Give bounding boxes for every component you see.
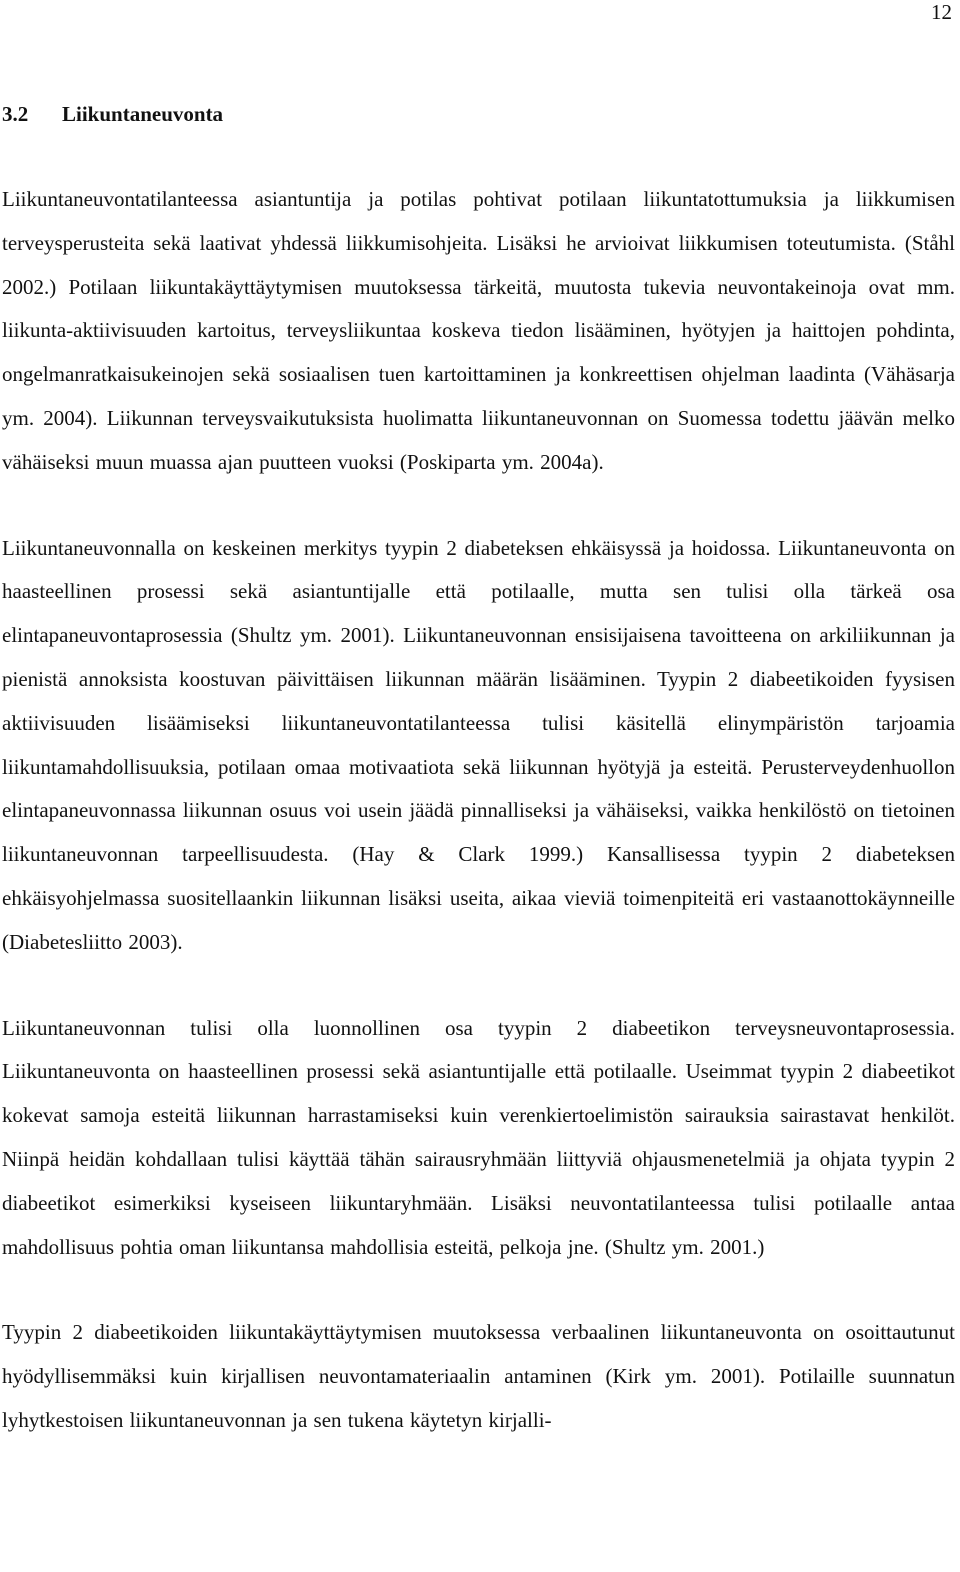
section-number: 3.2 xyxy=(2,102,29,126)
paragraph-2: Liikuntaneuvonnalla on keskeinen merkitys tyypin 2 diabeteksen ehkäisyssä ja hoidossa. Liikuntaneuvonta on haasteellinen prosessi sekä asiantuntijalle että potilaalle, mutta sen tulisi olla tärkeä osa elintapaneuvontaprosessia (Shultz ym. 2001). Liikuntaneuvonnan ensisijaisena tavoitteena on arkiliikunnan ja pienistä annoksista koostuvan päivittäisen liikunnan määrän lisääminen. Tyypin 2 diabeetikoiden fyysisen aktiivisuuden lisäämiseksi liikuntaneuvontatilanteessa tulisi käsitellä elinympäristön tarjoamia liikuntamahdollisuuksia, potilaan omaa motivaatiota sekä liikunnan hyötyjä ja esteitä. Perusterveydenhuollon elintapaneuvonnassa liikunnan osuus voi usein jäädä pinnalliseksi ja vähäiseksi, vaikka henkilöstö on tietoinen liikuntaneuvonnan tarpeellisuudesta. (Hay & Clark 1999.) Kansallisessa tyypin 2 diabeteksen ehkäisyohjelmassa suositellaankin liikunnan lisäksi useita, aikaa vieviä toimenpiteitä eri vastaanottokäynneille (Diabetesliitto 2003). xyxy=(2,535,955,954)
section-heading xyxy=(2,101,223,127)
section-title: Liikuntaneuvonta xyxy=(62,102,224,126)
document-body xyxy=(2,178,955,1485)
paragraph-4: Tyypin 2 diabeetikoiden liikuntakäyttäytymisen muutoksessa verbaalinen liikuntaneuvonta on osoittautunut hyödyllisemmäksi kuin kirjallisen neuvontamateriaalin antaminen (Kirk ym. 2001). Potilaille suunnatun lyhytkestoisen liikuntaneuvonnan ja sen tukena käytetyn kirjalli- xyxy=(2,1320,955,1432)
page-number: 12 xyxy=(931,0,952,24)
paragraph-1: Liikuntaneuvontatilanteessa asiantuntija ja potilas pohtivat potilaan liikuntatottumuksia ja liikkumisen terveysperusteita sekä laativat yhdessä liikkumisohjeita. Lisäksi he arvioivat liikkumisen toteutumista. (Ståhl 2002.) Potilaan liikuntakäyttäytymisen muutoksessa tärkeitä, muutosta tukevia neuvontakeinoja ovat mm. liikunta-aktiivisuuden kartoitus, terveysliikuntaa koskeva tiedon lisääminen, hyötyjen ja haittojen pohdinta, ongelmanratkaisukeinojen sekä sosiaalisen tuen kartoittaminen ja konkreettisen ohjelman laadinta (Vähäsarja ym. 2004). Liikunnan terveysvaikutuksista huolimatta liikuntaneuvonnan on Suomessa todettu jäävän melko vähäiseksi muun muassa ajan puutteen vuoksi (Poskiparta ym. 2004a). xyxy=(2,187,955,474)
paragraph-3: Liikuntaneuvonnan tulisi olla luonnollinen osa tyypin 2 diabeetikon terveysneuvontaprosessia. Liikuntaneuvonta on haasteellinen prosessi sekä asiantuntijalle että potilaalle. Useimmat tyypin 2 diabeetikot kokevat samoja esteitä liikunnan harrastamiseksi kuin verenkiertoelimistön sairauksia sairastavat henkilöt. Niinpä heidän kohdallaan tulisi käyttää tähän sairausryhmään liittyviä ohjausmenetelmiä ja ohjata tyypin 2 diabeetikot esimerkiksi kyseiseen liikuntaryhmään. Lisäksi neuvontatilanteessa tulisi potilaalle antaa mahdollisuus pohtia oman liikuntansa mahdollisia esteitä, pelkoja jne. (Shultz ym. 2001.) xyxy=(2,1015,955,1259)
